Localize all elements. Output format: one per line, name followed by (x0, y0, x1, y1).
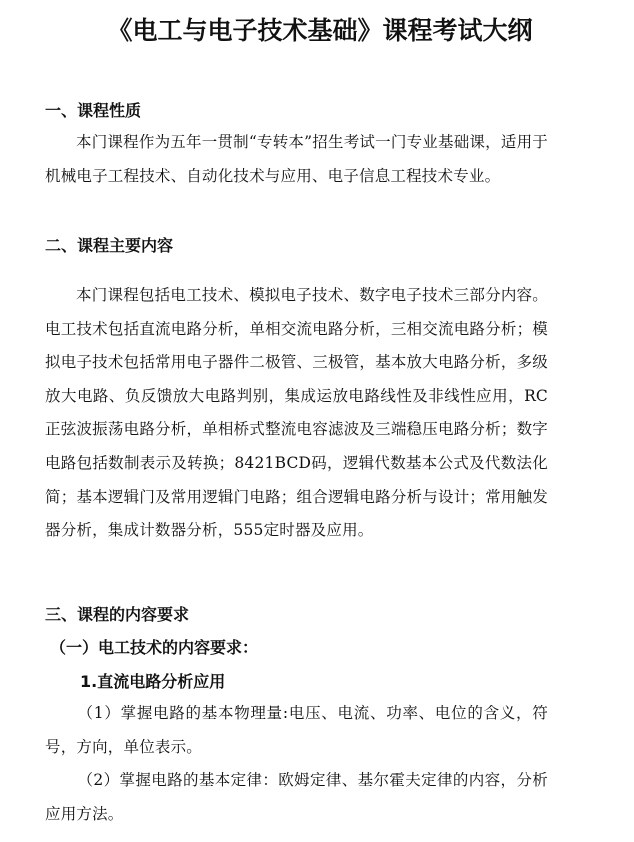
section-2-heading: 二、课程主要内容 (45, 236, 174, 255)
item-1-point-2: （2）掌握电路的基本定律：欧姆定律、基尔霍夫定律的内容，分析应用方法。 (45, 771, 548, 823)
section-1-body: 本门课程作为五年一贯制“专转本”招生考试一门专业基础课，适用于机械电子工程技术、自动化技术与应用、电子信息工程技术专业。 (45, 133, 548, 185)
section-3-heading: 三、课程的内容要求 (45, 605, 190, 624)
item-1-point-1: （1）掌握电路的基本物理量:电压、电流、功率、电位的含义，符号，方向，单位表示。 (45, 704, 548, 756)
document-title: 《电工与电子技术基础》课程考试大纲 (107, 16, 533, 45)
item-1-heading: 1.直流电路分析应用 (80, 672, 226, 691)
section-1-heading: 一、课程性质 (45, 101, 142, 120)
section-2-body: 本门课程包括电工技术、模拟电子技术、数字电子技术三部分内容。电工技术包括直流电路分析，单相交流电路分析，三相交流电路分析；模拟电子技术包括常用电子器件二极管、三极管，基本放大电路分析，多级放大电路、负反馈放大电路判别，集成运放电路线性及非线性应用，RC正弦波振荡电路分析，单相桥式整流电容滤波及三端稳压电路分析；数字电路包括数制表示及转换；8421BCD码，逻辑代数基本公式及代数法化简；基本逻辑门及常用逻辑门电路；组合逻辑电路分析与设计；常用触发器分析，集成计数器分析，555定时器及应用。 (45, 286, 548, 540)
subsection-1-heading: （一）电工技术的内容要求： (50, 638, 259, 657)
